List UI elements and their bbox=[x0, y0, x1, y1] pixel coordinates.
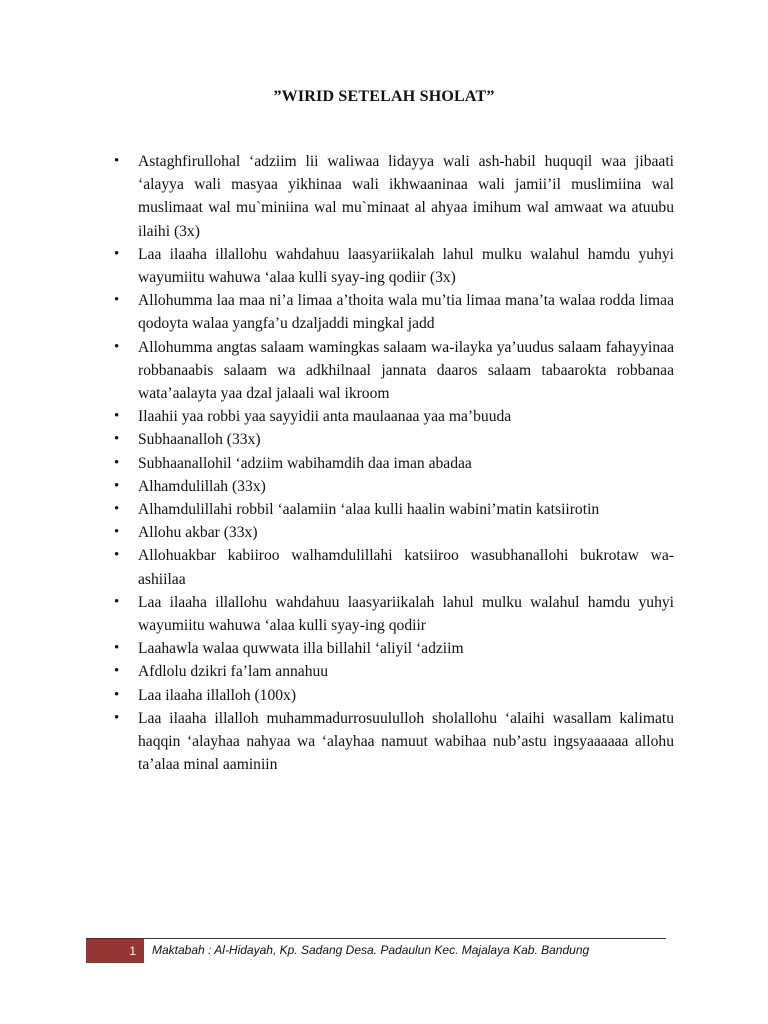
list-item-text: Astaghfirullohal ‘adziim lii waliwaa lidayya wali ash-habil huquqil waa jibaati ‘alayya wali masyaa yikhinaa wali ikhwaaninaa wali jamii’il muslimiina wal muslimaat wal mu`miniina wal mu`minaat al ahyaa imihum wal amwaat wa atuubu ilaihi (3x) bbox=[138, 153, 674, 240]
list-item bbox=[112, 637, 674, 660]
document-title: ”WIRID SETELAH SHOLAT” bbox=[273, 88, 495, 105]
list-item bbox=[112, 452, 674, 475]
bullet-icon: • bbox=[114, 524, 120, 541]
list-item bbox=[112, 243, 674, 289]
list-item-text: Allohumma angtas salaam wamingkas salaam wa-ilayka ya’uudus salaam fahayyinaa robbanaabis salaam wa adkhilnaal jannata daaros salaam tabaarokta robbanaa wata’aalayta yaa dzal jalaali wal ikroom bbox=[138, 338, 674, 403]
list-item bbox=[112, 498, 674, 521]
list-item-text: Laa ilaaha illallohu wahdahuu laasyariikalah lahul mulku walahul hamdu yuhyi wayumiitu wahuwa ‘alaa kulli syay-ing qodiir (3x) bbox=[138, 245, 674, 287]
list-item-text: Allohuakbar kabiiroo walhamdulillahi katsiiroo wasubhanallohi bukrotaw wa-ashiilaa bbox=[138, 547, 674, 588]
list-item bbox=[112, 684, 674, 707]
page-number: 1 bbox=[129, 944, 136, 958]
list-item-text: Subhaanallohil ‘adziim wabihamdih daa iman abadaa bbox=[138, 454, 472, 472]
list-item-text: Laa ilaaha illallohu wahdahuu laasyariikalah lahul mulku walahul hamdu yuhyi wayumiitu wahuwa ‘alaa kulli syay-ing qodiir bbox=[138, 593, 674, 635]
list-item bbox=[112, 475, 674, 498]
bullet-icon: • bbox=[114, 640, 120, 657]
list-item-text: Laahawla walaa quwwata illa billahil ‘aliyil ‘adziim bbox=[138, 640, 464, 658]
list-item-text: Allohumma laa maa ni’a limaa a’thoita wala mu’tia limaa mana’ta walaa rodda limaa qodoyta walaa yangfa’u dzaljaddi mingkal jadd bbox=[138, 292, 674, 333]
bullet-icon: • bbox=[114, 709, 120, 726]
list-item-text: Allohu akbar (33x) bbox=[138, 524, 258, 542]
list-item-text: Subhaanalloh (33x) bbox=[138, 431, 261, 449]
list-item-text: Laa ilaaha illalloh (100x) bbox=[138, 686, 297, 704]
list-item bbox=[112, 591, 674, 637]
list-item bbox=[112, 428, 674, 451]
bullet-icon: • bbox=[114, 501, 120, 518]
list-item bbox=[112, 660, 674, 683]
bullet-icon: • bbox=[114, 431, 120, 448]
list-item bbox=[112, 707, 674, 777]
list-item-text: Alhamdulillahi robbil ‘aalamiin ‘alaa kulli haalin wabini’matin katsiirotin bbox=[138, 501, 600, 519]
list-item bbox=[112, 544, 674, 590]
bullet-icon: • bbox=[114, 338, 120, 355]
bullet-icon: • bbox=[114, 593, 120, 610]
wirid-list bbox=[112, 150, 674, 776]
footer-divider bbox=[86, 938, 666, 939]
list-item bbox=[112, 521, 674, 544]
footer-text: Maktabah : Al-Hidayah, Kp. Sadang Desa. Padaulun Kec. Majalaya Kab. Bandung bbox=[152, 943, 590, 957]
page-number-badge bbox=[86, 939, 144, 963]
bullet-icon: • bbox=[114, 477, 120, 494]
bullet-icon: • bbox=[114, 547, 120, 564]
bullet-icon: • bbox=[114, 686, 120, 703]
list-item bbox=[112, 150, 674, 243]
list-item-text: Ilaahii yaa robbi yaa sayyidii anta maulaanaa yaa ma’buuda bbox=[138, 408, 512, 426]
list-item-text: Alhamdulillah (33x) bbox=[138, 477, 266, 495]
bullet-icon: • bbox=[114, 408, 120, 425]
list-item bbox=[112, 289, 674, 335]
list-item bbox=[112, 336, 674, 406]
list-item-text: Afdlolu dzikri fa’lam annahuu bbox=[138, 663, 329, 681]
bullet-icon: • bbox=[114, 292, 120, 309]
bullet-icon: • bbox=[114, 153, 120, 169]
list-item bbox=[112, 405, 674, 428]
bullet-icon: • bbox=[114, 454, 120, 471]
bullet-icon: • bbox=[114, 245, 120, 262]
list-item-text: Laa ilaaha illalloh muhammadurrosuululloh sholallohu ‘alaihi wasallam kalimatu haqqin ‘alayhaa nahyaa wa ‘alayhaa namuut wabihaa nub’astu ingsyaaaaaa allohu ta’alaa minal aaminiin bbox=[138, 709, 674, 774]
bullet-icon: • bbox=[114, 663, 120, 680]
